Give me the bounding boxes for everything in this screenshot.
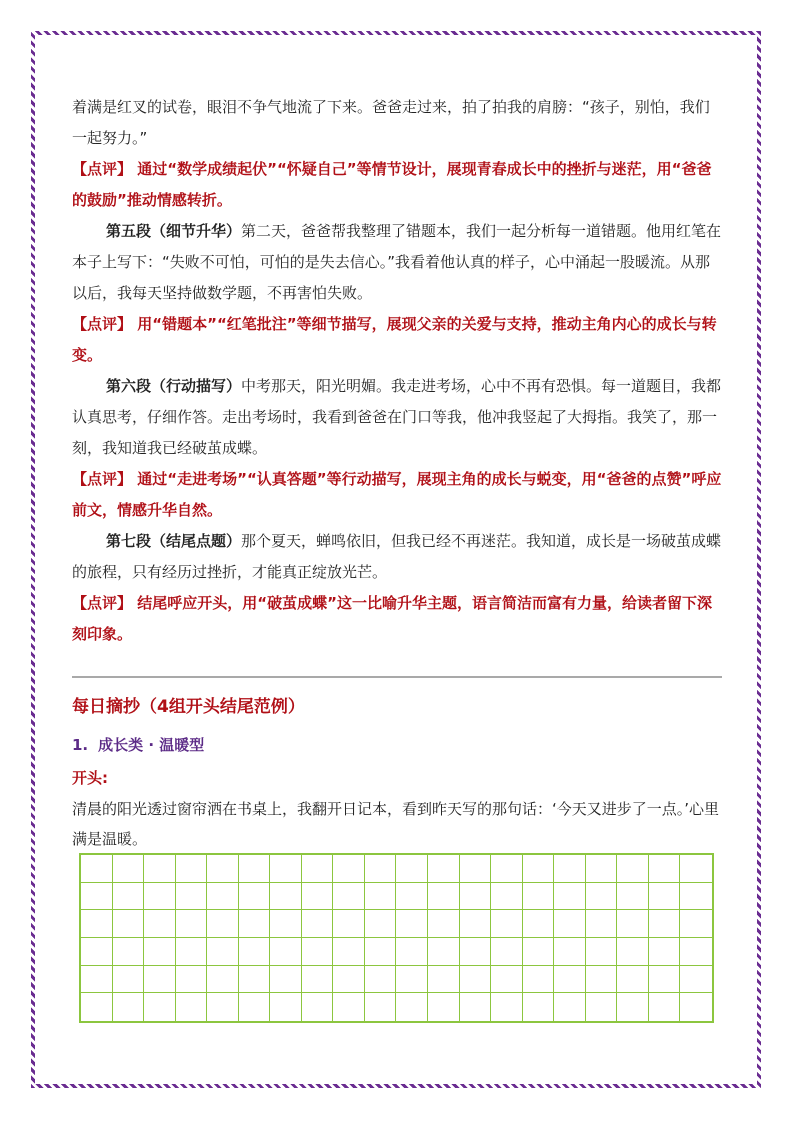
grid-cell[interactable]: [144, 883, 176, 911]
grid-cell[interactable]: [617, 883, 649, 911]
grid-cell[interactable]: [491, 910, 523, 938]
grid-cell[interactable]: [207, 910, 239, 938]
grid-cell[interactable]: [586, 883, 618, 911]
grid-cell[interactable]: [144, 993, 176, 1021]
grid-cell[interactable]: [113, 855, 145, 883]
grid-cell[interactable]: [302, 938, 334, 966]
grid-cell[interactable]: [81, 855, 113, 883]
grid-cell[interactable]: [554, 883, 586, 911]
grid-cell[interactable]: [523, 938, 555, 966]
grid-cell[interactable]: [81, 910, 113, 938]
grid-cell[interactable]: [396, 993, 428, 1021]
grid-cell[interactable]: [144, 855, 176, 883]
grid-cell[interactable]: [270, 910, 302, 938]
grid-cell[interactable]: [491, 966, 523, 994]
grid-cell[interactable]: [680, 938, 712, 966]
grid-cell[interactable]: [113, 993, 145, 1021]
grid-cell[interactable]: [365, 910, 397, 938]
grid-cell[interactable]: [649, 966, 681, 994]
paragraph-5-text: 第二天，爸爸帮我整理了错题本，我们一起分析每一道错题。他用红笔在本子上写下：“失败不可怕，可怕的是失去信心。”我看着他认真的样子，心中涌起一股暖流。从那以后，我每天坚持做数学题，不再害怕失败。: [72, 222, 722, 302]
grid-cell[interactable]: [523, 910, 555, 938]
grid-cell[interactable]: [428, 883, 460, 911]
grid-cell[interactable]: [365, 966, 397, 994]
grid-cell[interactable]: [554, 938, 586, 966]
grid-cell[interactable]: [207, 855, 239, 883]
writing-grid[interactable]: [79, 853, 714, 1023]
grid-cell[interactable]: [365, 938, 397, 966]
grid-cell[interactable]: [144, 910, 176, 938]
grid-cell[interactable]: [554, 966, 586, 994]
grid-cell[interactable]: [586, 855, 618, 883]
grid-cell[interactable]: [586, 993, 618, 1021]
grid-cell[interactable]: [617, 966, 649, 994]
opening-label: 开头:: [72, 769, 108, 787]
grid-cell[interactable]: [302, 910, 334, 938]
paragraph-continuation: 着满是红叉的试卷，眼泪不争气地流了下来。爸爸走过来，拍了拍我的肩膀：“孩子，别怕，我们一起努力。”: [72, 98, 710, 147]
paragraph-7: [72, 526, 724, 588]
paragraph-6: [72, 371, 724, 464]
grid-cell[interactable]: [460, 966, 492, 994]
section-title: 每日摘抄（4组开头结尾范例）: [72, 697, 305, 717]
grid-cell[interactable]: [649, 883, 681, 911]
grid-cell[interactable]: [460, 993, 492, 1021]
comment-1: 【点评】 通过“数学成绩起伏”“怀疑自己”等情节设计，展现青春成长中的挫折与迷茫，用“爸爸的鼓励”推动情感转折。: [72, 160, 712, 209]
paragraph-5: [72, 216, 724, 309]
grid-cell[interactable]: [428, 966, 460, 994]
grid-cell[interactable]: [333, 993, 365, 1021]
grid-cell[interactable]: [649, 910, 681, 938]
grid-cell[interactable]: [333, 966, 365, 994]
grid-cell[interactable]: [333, 938, 365, 966]
grid-cell[interactable]: [302, 966, 334, 994]
grid-cell[interactable]: [333, 883, 365, 911]
grid-cell[interactable]: [113, 910, 145, 938]
paragraph-5-lead: 第五段（细节升华）: [106, 222, 242, 240]
grid-cell[interactable]: [365, 993, 397, 1021]
sub-title-text: 成长类 · 温暖型: [98, 736, 205, 754]
grid-cell[interactable]: [239, 910, 271, 938]
grid-cell[interactable]: [239, 966, 271, 994]
grid-cell[interactable]: [617, 855, 649, 883]
grid-cell[interactable]: [113, 938, 145, 966]
grid-cell[interactable]: [302, 855, 334, 883]
essay-body: [72, 92, 724, 650]
grid-cell[interactable]: [491, 993, 523, 1021]
grid-cell[interactable]: [491, 938, 523, 966]
grid-cell[interactable]: [144, 938, 176, 966]
grid-cell[interactable]: [176, 883, 208, 911]
grid-cell[interactable]: [176, 910, 208, 938]
sub-title-number: 1.: [72, 736, 89, 754]
grid-cell[interactable]: [333, 855, 365, 883]
grid-cell[interactable]: [176, 993, 208, 1021]
grid-cell[interactable]: [270, 938, 302, 966]
grid-cell[interactable]: [523, 883, 555, 911]
grid-cell[interactable]: [491, 855, 523, 883]
grid-cell[interactable]: [113, 966, 145, 994]
grid-cell[interactable]: [617, 910, 649, 938]
comment-3: 【点评】 通过“走进考场”“认真答题”等行动描写，展现主角的成长与蜕变，用“爸爸的点赞”呼应前文，情感升华自然。: [72, 470, 722, 519]
grid-cell[interactable]: [81, 938, 113, 966]
opening-sample: 清晨的阳光透过窗帘洒在书桌上，我翻开日记本，看到昨天写的那句话：‘今天又进步了一点。’心里满是温暖。: [72, 800, 720, 848]
grid-cell[interactable]: [680, 993, 712, 1021]
grid-cell[interactable]: [396, 883, 428, 911]
grid-cell[interactable]: [428, 910, 460, 938]
grid-cell[interactable]: [586, 910, 618, 938]
paragraph-6-text: 中考那天，阳光明媚。我走进考场，心中不再有恐惧。每一道题目，我都认真思考，仔细作答。走出考场时，我看到爸爸在门口等我，他冲我竖起了大拇指。我笑了，那一刻，我知道我已经破茧成蝶。: [72, 377, 722, 457]
grid-cell[interactable]: [554, 993, 586, 1021]
grid-cell[interactable]: [523, 993, 555, 1021]
grid-cell[interactable]: [207, 993, 239, 1021]
grid-cell[interactable]: [270, 855, 302, 883]
grid-cell[interactable]: [428, 993, 460, 1021]
grid-cell[interactable]: [239, 855, 271, 883]
sub-title: [72, 733, 204, 757]
grid-cell[interactable]: [586, 966, 618, 994]
grid-cell[interactable]: [270, 966, 302, 994]
grid-cell[interactable]: [396, 910, 428, 938]
grid-cell[interactable]: [586, 938, 618, 966]
paragraph-7-lead: 第七段（结尾点题）: [106, 532, 242, 550]
grid-cell[interactable]: [270, 883, 302, 911]
grid-cell[interactable]: [680, 855, 712, 883]
grid-cell[interactable]: [554, 910, 586, 938]
grid-cell[interactable]: [460, 938, 492, 966]
paragraph-7-text: 那个夏天，蝉鸣依旧，但我已经不再迷茫。我知道，成长是一场破茧成蝶的旅程，只有经历过挫折，才能真正绽放光芒。: [72, 532, 722, 581]
grid-cell[interactable]: [270, 993, 302, 1021]
grid-cell[interactable]: [239, 883, 271, 911]
grid-cell[interactable]: [396, 855, 428, 883]
grid-cell[interactable]: [207, 938, 239, 966]
grid-cell[interactable]: [302, 993, 334, 1021]
grid-cell[interactable]: [239, 938, 271, 966]
grid-cell[interactable]: [680, 966, 712, 994]
grid-cell[interactable]: [428, 938, 460, 966]
grid-cell[interactable]: [428, 855, 460, 883]
grid-cell[interactable]: [81, 883, 113, 911]
grid-cell[interactable]: [365, 855, 397, 883]
grid-cell[interactable]: [176, 855, 208, 883]
grid-cell[interactable]: [144, 966, 176, 994]
grid-cell[interactable]: [523, 966, 555, 994]
grid-cell[interactable]: [460, 883, 492, 911]
grid-cell[interactable]: [680, 910, 712, 938]
grid-cell[interactable]: [617, 938, 649, 966]
grid-cell[interactable]: [333, 910, 365, 938]
grid-cell[interactable]: [207, 966, 239, 994]
grid-cell[interactable]: [491, 883, 523, 911]
grid-cell[interactable]: [239, 993, 271, 1021]
grid-cell[interactable]: [396, 938, 428, 966]
grid-cell[interactable]: [302, 883, 334, 911]
grid-cell[interactable]: [649, 938, 681, 966]
grid-cell[interactable]: [396, 966, 428, 994]
grid-cell[interactable]: [207, 883, 239, 911]
comment-4: 【点评】 结尾呼应开头，用“破茧成蝶”这一比喻升华主题，语言简洁而富有力量，给读者留下深刻印象。: [72, 594, 712, 643]
grid-cell[interactable]: [113, 883, 145, 911]
comment-2: 【点评】 用“错题本”“红笔批注”等细节描写，展现父亲的关爱与支持，推动主角内心的成长与转变。: [72, 315, 717, 364]
grid-cell[interactable]: [176, 938, 208, 966]
grid-cell[interactable]: [365, 883, 397, 911]
grid-cell[interactable]: [523, 855, 555, 883]
paragraph-6-lead: 第六段（行动描写）: [106, 377, 242, 395]
section-divider: [72, 676, 722, 678]
grid-cell[interactable]: [680, 883, 712, 911]
grid-cell[interactable]: [176, 966, 208, 994]
grid-cell[interactable]: [649, 993, 681, 1021]
grid-cell[interactable]: [81, 993, 113, 1021]
grid-cell[interactable]: [460, 910, 492, 938]
grid-cell[interactable]: [554, 855, 586, 883]
grid-cell[interactable]: [649, 855, 681, 883]
grid-cell[interactable]: [617, 993, 649, 1021]
grid-cell[interactable]: [460, 855, 492, 883]
grid-cell[interactable]: [81, 966, 113, 994]
